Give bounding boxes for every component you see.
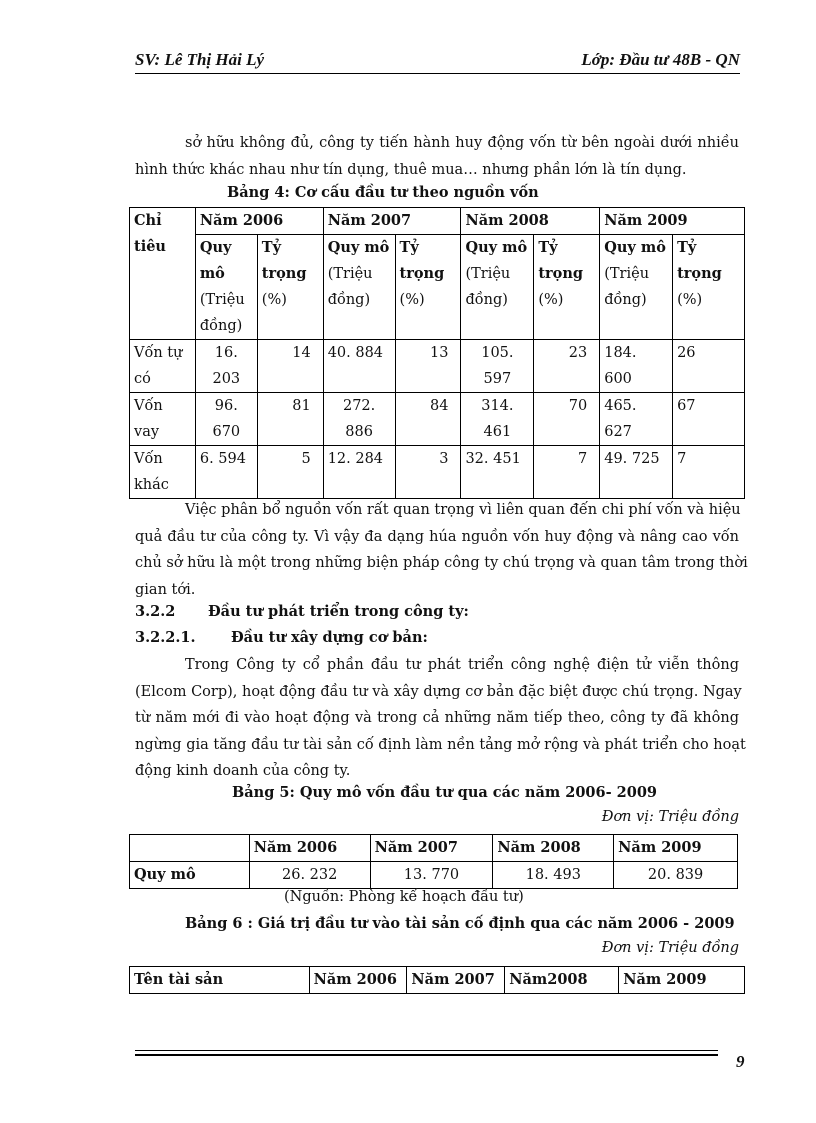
table4-share-header [257, 235, 323, 340]
table-cell: 465. 627 [600, 393, 673, 446]
table-cell: 12. 284 [323, 446, 395, 499]
table-cell: 13 [395, 340, 461, 393]
table6-caption: Bảng 6 : Giá trị đầu tư vào tài sản cố định qua các năm 2006 - 2009 [185, 915, 735, 932]
table4-share-header [534, 235, 600, 340]
table4-year-header: Năm 2006 [195, 208, 323, 235]
table4-size-header [195, 235, 257, 340]
size-unit: (Triệu đồng) [604, 266, 650, 308]
table-row [130, 835, 738, 862]
table4-year-header: Năm 2009 [600, 208, 745, 235]
table-row [130, 235, 745, 340]
text-line: hình thức khác nhau như tín dụng, thuê mua… nhưng phần lớn là tín dụng. [135, 161, 687, 178]
table6-header: Tên tài sản [130, 967, 310, 994]
table-cell: 105. 597 [461, 340, 534, 393]
table-cell: 23 [534, 340, 600, 393]
text-line: ngừng gia tăng đầu tư tài sản cố định làm nền tảng mở rộng và phát triển cho hoạt [135, 736, 746, 753]
subsection-number: 3.2.2.1. [135, 629, 196, 646]
table5-year-header: Năm 2007 [370, 835, 493, 862]
table-cell: 314. 461 [461, 393, 534, 446]
share-label: Tỷ trọng [261, 239, 307, 282]
table5-caption: Bảng 5: Quy mô vốn đầu tư qua các năm 2006- 2009 [232, 784, 658, 801]
table6-header: Năm 2007 [407, 967, 505, 994]
table-cell: 26 [673, 340, 745, 393]
table-cell: 96. 670 [195, 393, 257, 446]
table-row [130, 967, 745, 994]
table-cell: 3 [395, 446, 461, 499]
table5-empty-cell [130, 835, 250, 862]
table-cell: 81 [257, 393, 323, 446]
table-cell: 13. 770 [370, 862, 493, 889]
table4-year-header: Năm 2007 [323, 208, 461, 235]
table5-year-header: Năm 2008 [493, 835, 614, 862]
footer-rule-top [135, 1050, 718, 1051]
table-cell: 32. 451 [461, 446, 534, 499]
table-cell: 70 [534, 393, 600, 446]
table-cell: 14 [257, 340, 323, 393]
table5-year-header: Năm 2009 [614, 835, 738, 862]
table6-header: Năm 2009 [619, 967, 745, 994]
share-label: Tỷ trọng [399, 239, 445, 282]
size-label: Quy mô [327, 239, 390, 256]
row-label: Quy mô [130, 862, 250, 889]
table-cell: 5 [257, 446, 323, 499]
table-cell: 26. 232 [249, 862, 370, 889]
text-line: gian tới. [135, 581, 196, 598]
table-cell: 18. 493 [493, 862, 614, 889]
table4-share-header [673, 235, 745, 340]
table4-size-header [600, 235, 673, 340]
table6-header: Năm 2006 [309, 967, 407, 994]
share-unit: (%) [399, 292, 425, 308]
text-line: sở hữu không đủ, công ty tiến hành huy động vốn từ bên ngoài dưới nhiều [185, 135, 739, 151]
table4 [129, 207, 745, 499]
size-label: Quy mô [199, 239, 232, 282]
table4-share-header [395, 235, 461, 340]
size-unit: (Triệu đồng) [465, 266, 511, 308]
table-row [130, 340, 745, 393]
share-unit: (%) [538, 292, 564, 308]
share-label: Tỷ trọng [677, 239, 722, 282]
paragraph-3 [135, 652, 746, 785]
text-line: động kinh doanh của công ty. [135, 763, 351, 779]
size-label: Quy mô [604, 239, 666, 256]
table4-year-header: Năm 2008 [461, 208, 600, 235]
size-unit: (Triệu đồng) [199, 292, 245, 334]
table5-unit: Đơn vị: Triệu đồng [601, 809, 739, 825]
table5-year-header: Năm 2006 [249, 835, 370, 862]
text-line: Việc phân bổ nguồn vốn rất quan trọng vì liên quan đến chi phí vốn và hiệu [185, 502, 741, 518]
text-line: quả đầu tư của công ty. Vì vậy đa dạng húa nguồn vốn huy động và nâng cao vốn [135, 528, 739, 545]
table5-source: (Nguồn: Phòng kế hoạch đầu tư) [284, 889, 524, 905]
text-line: từ năm mới đi vào hoạt động và trong cả những năm tiếp theo, công ty đã không [135, 710, 739, 726]
table-cell: 67 [673, 393, 745, 446]
section-title: Đầu tư phát triển trong công ty: [208, 603, 469, 620]
table-cell: 184. 600 [600, 340, 673, 393]
table-row [130, 393, 745, 446]
header-class: Lớp: Đầu tư 48B - QN [581, 50, 740, 69]
table4-caption: Bảng 4: Cơ cấu đầu tư theo nguồn vốn [227, 184, 539, 201]
table-cell: 49. 725 [600, 446, 673, 499]
text-line: (Elcom Corp), hoạt động đầu tư và xây dựng cơ bản đặc biệt được chú trọng. Ngay [135, 683, 742, 700]
table4-size-header [323, 235, 395, 340]
share-unit: (%) [677, 292, 703, 308]
table-cell: 40. 884 [323, 340, 395, 393]
table6 [129, 966, 745, 994]
table4-indicator-header: Chỉ tiêu [130, 208, 196, 340]
size-label: Quy mô [465, 239, 528, 256]
table-row [130, 446, 745, 499]
text-line: chủ sở hữu là một trong những biện pháp công ty chú trọng và quan tâm trong thời [135, 555, 748, 571]
row-label: Vốn khác [130, 446, 196, 499]
text-line: Trong Công ty cổ phần đầu tư phát triển công nghệ điện tử viễn thông [185, 657, 739, 673]
row-label: Vốn tự có [130, 340, 196, 393]
table-cell: 20. 839 [614, 862, 738, 889]
share-label: Tỷ trọng [538, 239, 584, 282]
table-cell: 6. 594 [195, 446, 257, 499]
subsection-title: Đầu tư xây dựng cơ bản: [231, 629, 428, 646]
paragraph-2 [135, 497, 748, 603]
table-cell: 272. 886 [323, 393, 395, 446]
intro-paragraph [135, 130, 739, 183]
table-row [130, 208, 745, 235]
share-unit: (%) [261, 292, 287, 308]
footer-rule-bottom [135, 1054, 718, 1056]
table-cell: 7 [673, 446, 745, 499]
page-number: 9 [736, 1052, 745, 1071]
header-rule [135, 73, 740, 74]
table-row [130, 862, 738, 889]
table6-unit: Đơn vị: Triệu đồng [601, 940, 739, 956]
table-cell: 84 [395, 393, 461, 446]
header-student: SV: Lê Thị Hải Lý [135, 50, 265, 69]
table6-header: Năm2008 [505, 967, 619, 994]
table-cell: 7 [534, 446, 600, 499]
table-cell: 16. 203 [195, 340, 257, 393]
size-unit: (Triệu đồng) [327, 266, 373, 308]
row-label: Vốn vay [130, 393, 196, 446]
section-number: 3.2.2 [135, 603, 176, 620]
table5 [129, 834, 738, 889]
table4-size-header [461, 235, 534, 340]
